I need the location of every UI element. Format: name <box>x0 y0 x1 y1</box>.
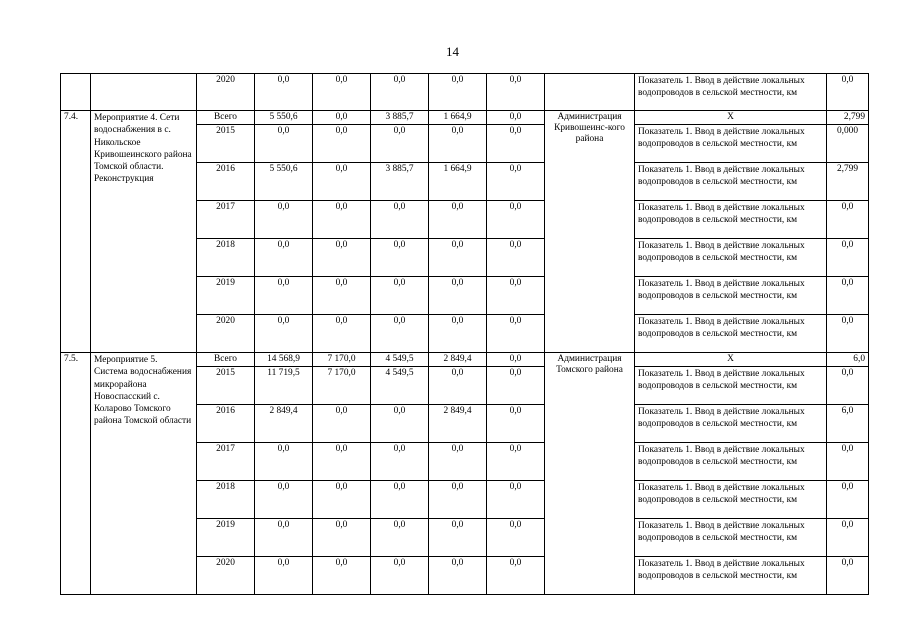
value-cell: 0,0 <box>487 557 545 595</box>
executor-cell-empty <box>545 74 635 111</box>
indicator-value-cell: 0,0 <box>827 239 869 277</box>
indicator-value-cell: 2,799 <box>827 111 869 125</box>
total-label: Всего <box>197 111 255 125</box>
indicator-value-cell: 2,799 <box>827 163 869 201</box>
measure-name: Мероприятие 4. Сети водоснабжения в с. Никольское Кривошеинского района Томской области. Реконструкция <box>91 111 197 277</box>
value-cell: 0,0 <box>487 315 545 353</box>
year-cell: 2020 <box>197 74 255 111</box>
value-cell: 0,0 <box>313 557 371 595</box>
value-cell: 7 170,0 <box>313 367 371 405</box>
value-cell: 0,0 <box>429 74 487 111</box>
indicator-cell: Показатель 1. Ввод в действие локальных водопроводов в сельской местности, км <box>635 125 827 163</box>
indicator-value-cell: 0,0 <box>827 74 869 111</box>
indicator-cell: Показатель 1. Ввод в действие локальных водопроводов в сельской местности, км <box>635 163 827 201</box>
value-cell: 0,0 <box>487 443 545 481</box>
value-cell: 2 849,4 <box>429 353 487 367</box>
value-cell: 0,0 <box>371 405 429 443</box>
value-cell: 0,0 <box>255 315 313 353</box>
value-cell: 0,0 <box>429 519 487 557</box>
value-cell: 0,0 <box>487 111 545 125</box>
value-cell: 0,0 <box>313 405 371 443</box>
year-cell: 2016 <box>197 405 255 443</box>
num-cell-empty <box>61 74 91 111</box>
measure-number-continued <box>61 277 91 353</box>
value-cell: 2 849,4 <box>255 405 313 443</box>
value-cell: 0,0 <box>371 315 429 353</box>
year-cell: 2016 <box>197 163 255 201</box>
value-cell: 0,0 <box>371 201 429 239</box>
total-label: Всего <box>197 353 255 367</box>
indicator-value-cell: 0,0 <box>827 201 869 239</box>
value-cell: 0,0 <box>255 74 313 111</box>
value-cell: 3 885,7 <box>371 111 429 125</box>
year-cell: 2020 <box>197 315 255 353</box>
indicator-cell: Показатель 1. Ввод в действие локальных водопроводов в сельской местности, км <box>635 367 827 405</box>
indicator-value-cell: 0,0 <box>827 519 869 557</box>
value-cell: 0,0 <box>487 405 545 443</box>
value-cell: 0,0 <box>313 163 371 201</box>
year-cell: 2019 <box>197 277 255 315</box>
value-cell: 0,0 <box>429 481 487 519</box>
year-cell: 2019 <box>197 519 255 557</box>
cross-cell: Х <box>635 353 827 367</box>
page-number: 14 <box>446 44 459 59</box>
indicator-cell: Показатель 1. Ввод в действие локальных водопроводов в сельской местности, км <box>635 443 827 481</box>
measure-name-continued <box>91 277 197 353</box>
value-cell: 0,0 <box>429 125 487 163</box>
value-cell: 0,0 <box>371 125 429 163</box>
indicator-cell: Показатель 1. Ввод в действие локальных водопроводов в сельской местности, км <box>635 277 827 315</box>
indicator-value-cell: 0,0 <box>827 443 869 481</box>
value-cell: 0,0 <box>313 74 371 111</box>
cross-cell: Х <box>635 111 827 125</box>
value-cell: 11 719,5 <box>255 367 313 405</box>
indicator-value-cell: 0,0 <box>827 481 869 519</box>
value-cell: 0,0 <box>255 557 313 595</box>
value-cell: 0,0 <box>429 557 487 595</box>
value-cell: 0,0 <box>429 239 487 277</box>
value-cell: 0,0 <box>313 481 371 519</box>
indicator-value-cell: 0,0 <box>827 277 869 315</box>
indicator-value-cell: 0,000 <box>827 125 869 163</box>
indicator-cell: Показатель 1. Ввод в действие локальных водопроводов в сельской местности, км <box>635 519 827 557</box>
value-cell: 0,0 <box>371 443 429 481</box>
value-cell: 0,0 <box>371 557 429 595</box>
year-cell: 2018 <box>197 239 255 277</box>
measure-name: Мероприятие 5. Система водоснабжения микрорайона Новоспасский с. Коларово Томского района Томской области <box>91 353 197 595</box>
value-cell: 0,0 <box>429 443 487 481</box>
value-cell: 0,0 <box>371 481 429 519</box>
value-cell: 0,0 <box>487 163 545 201</box>
value-cell: 14 568,9 <box>255 353 313 367</box>
value-cell: 0,0 <box>429 201 487 239</box>
table-row-continuation <box>61 74 869 111</box>
executor-cell: Администрация Кривошеинс-кого района <box>545 111 635 353</box>
value-cell: 3 885,7 <box>371 163 429 201</box>
value-cell: 0,0 <box>313 125 371 163</box>
value-cell: 0,0 <box>429 315 487 353</box>
value-cell: 2 849,4 <box>429 405 487 443</box>
value-cell: 7 170,0 <box>313 353 371 367</box>
value-cell: 0,0 <box>255 481 313 519</box>
value-cell: 0,0 <box>313 315 371 353</box>
value-cell: 0,0 <box>313 201 371 239</box>
value-cell: 4 549,5 <box>371 353 429 367</box>
measures-table-body <box>61 74 869 595</box>
value-cell: 0,0 <box>487 519 545 557</box>
measures-table <box>60 73 869 595</box>
value-cell: 0,0 <box>487 74 545 111</box>
executor-cell: Администрация Томского района <box>545 353 635 595</box>
table-row-year <box>61 277 869 315</box>
value-cell: 0,0 <box>255 443 313 481</box>
year-cell: 2018 <box>197 481 255 519</box>
indicator-cell: Показатель 1. Ввод в действие локальных водопроводов в сельской местности, км <box>635 557 827 595</box>
indicator-cell: Показатель 1. Ввод в действие локальных водопроводов в сельской местности, км <box>635 315 827 353</box>
value-cell: 0,0 <box>487 125 545 163</box>
table-row-total <box>61 353 869 367</box>
value-cell: 0,0 <box>313 277 371 315</box>
indicator-value-cell: 6,0 <box>827 353 869 367</box>
year-cell: 2017 <box>197 443 255 481</box>
value-cell: 5 550,6 <box>255 163 313 201</box>
indicator-cell: Показатель 1. Ввод в действие локальных водопроводов в сельской местности, км <box>635 201 827 239</box>
value-cell: 0,0 <box>313 239 371 277</box>
value-cell: 0,0 <box>371 277 429 315</box>
year-cell: 2017 <box>197 201 255 239</box>
value-cell: 0,0 <box>487 277 545 315</box>
value-cell: 0,0 <box>371 74 429 111</box>
measure-number: 7.4. <box>61 111 91 277</box>
value-cell: 1 664,9 <box>429 163 487 201</box>
value-cell: 0,0 <box>371 519 429 557</box>
year-cell: 2015 <box>197 367 255 405</box>
value-cell: 0,0 <box>255 201 313 239</box>
value-cell: 0,0 <box>255 125 313 163</box>
indicator-cell: Показатель 1. Ввод в действие локальных водопроводов в сельской местности, км <box>635 481 827 519</box>
value-cell: 0,0 <box>487 481 545 519</box>
value-cell: 4 549,5 <box>371 367 429 405</box>
indicator-cell: Показатель 1. Ввод в действие локальных водопроводов в сельской местности, км <box>635 405 827 443</box>
value-cell: 0,0 <box>313 443 371 481</box>
measure-number: 7.5. <box>61 353 91 595</box>
year-cell: 2020 <box>197 557 255 595</box>
indicator-value-cell: 0,0 <box>827 557 869 595</box>
table-row-total <box>61 111 869 125</box>
value-cell: 0,0 <box>371 239 429 277</box>
indicator-value-cell: 0,0 <box>827 367 869 405</box>
value-cell: 0,0 <box>255 239 313 277</box>
value-cell: 1 664,9 <box>429 111 487 125</box>
value-cell: 5 550,6 <box>255 111 313 125</box>
indicator-value-cell: 0,0 <box>827 315 869 353</box>
value-cell: 0,0 <box>313 111 371 125</box>
value-cell: 0,0 <box>313 519 371 557</box>
value-cell: 0,0 <box>487 367 545 405</box>
value-cell: 0,0 <box>255 277 313 315</box>
value-cell: 0,0 <box>429 367 487 405</box>
name-cell-empty <box>91 74 197 111</box>
indicator-value-cell: 6,0 <box>827 405 869 443</box>
value-cell: 0,0 <box>255 519 313 557</box>
value-cell: 0,0 <box>487 353 545 367</box>
value-cell: 0,0 <box>487 201 545 239</box>
indicator-cell: Показатель 1. Ввод в действие локальных водопроводов в сельской местности, км <box>635 239 827 277</box>
value-cell: 0,0 <box>429 277 487 315</box>
indicator-cell: Показатель 1. Ввод в действие локальных водопроводов в сельской местности, км <box>635 74 827 111</box>
year-cell: 2015 <box>197 125 255 163</box>
value-cell: 0,0 <box>487 239 545 277</box>
